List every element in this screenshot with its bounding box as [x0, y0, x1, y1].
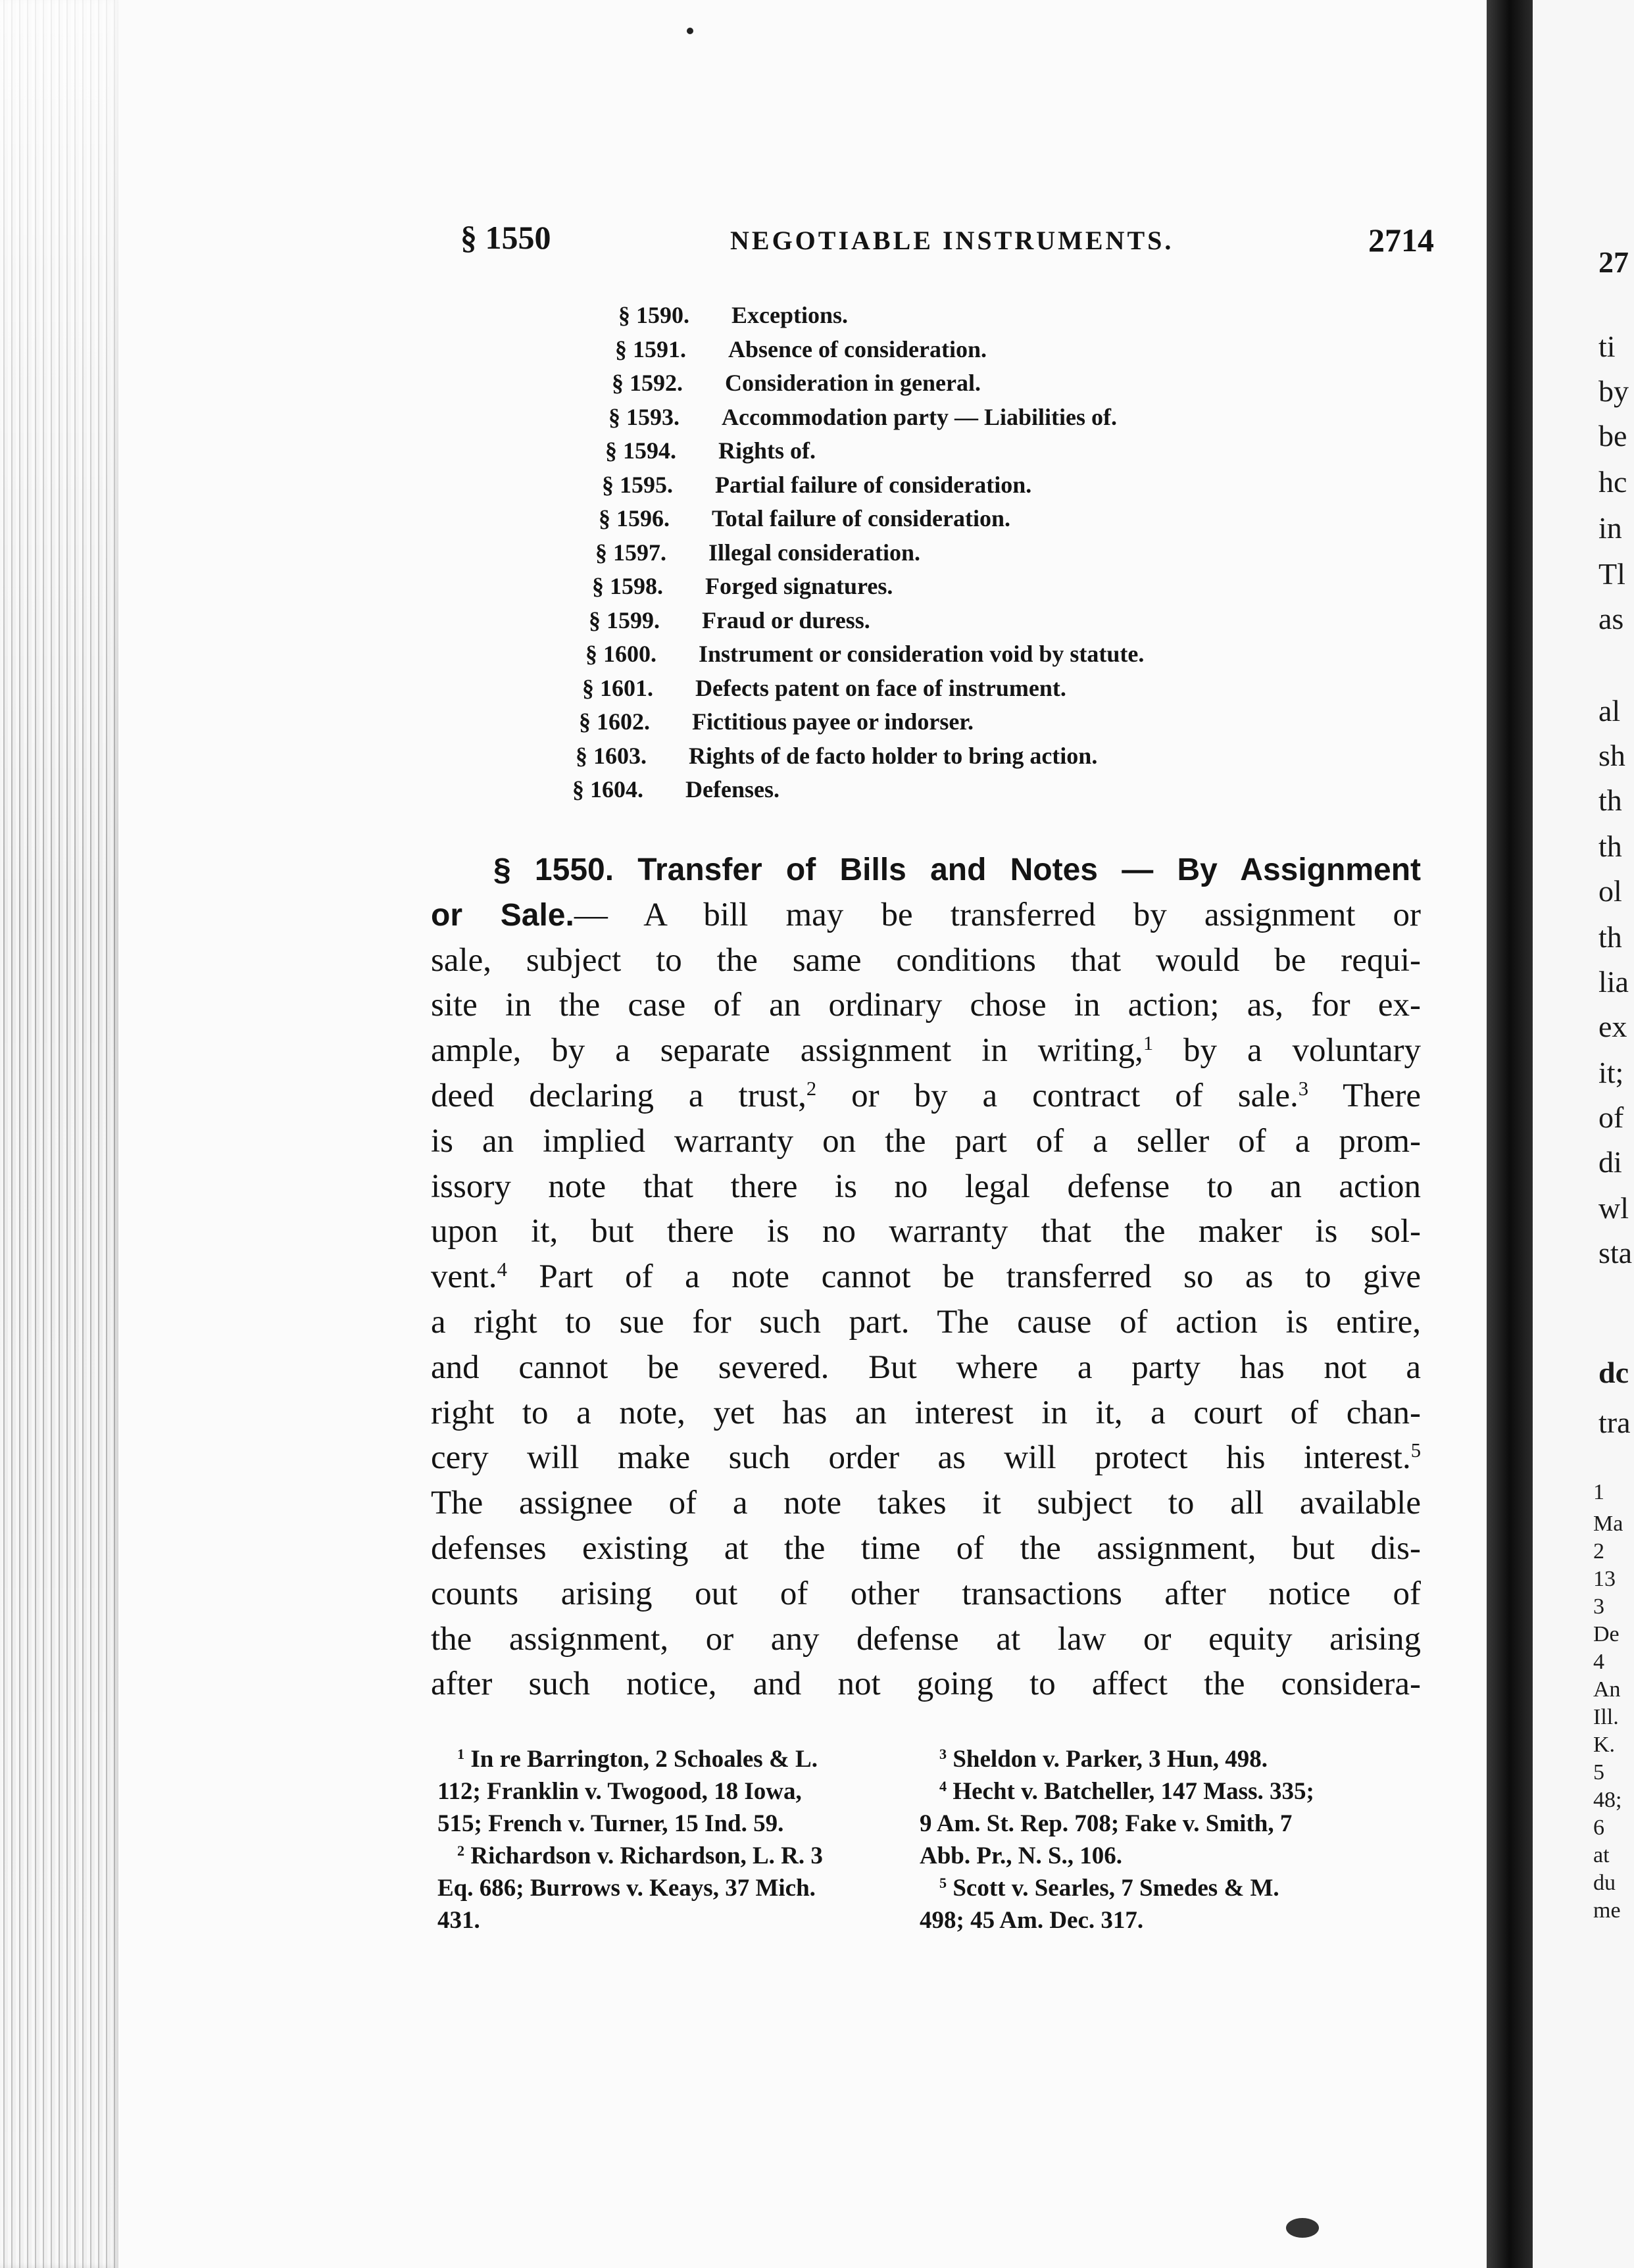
toc-section-title: Accommodation party — Liabilities of.: [722, 403, 1117, 430]
body-line: issory note that there is no legal defense to an action: [431, 1168, 1421, 1205]
facing-page-fragment: as: [1598, 602, 1624, 635]
footnote-mark: 5: [939, 1874, 947, 1891]
footnote-mark: 3: [939, 1745, 947, 1762]
facing-page-fragment: ex: [1598, 1010, 1627, 1043]
facing-page-fragment: ol: [1598, 874, 1622, 908]
facing-page-edge: [1533, 0, 1634, 2268]
footnote-text: Hecht v. Batcheller, 147 Mass. 335;: [953, 1778, 1314, 1805]
toc-section-title: Consideration in general.: [725, 370, 981, 396]
toc-row: [608, 403, 1342, 437]
footnotes-right: [920, 1743, 1423, 1936]
footnote-mark: 4: [939, 1777, 947, 1794]
toc-section-number: § 1593.: [608, 403, 680, 430]
facing-page-fragment: An: [1593, 1677, 1621, 1702]
toc-section-number: § 1594.: [605, 437, 676, 464]
footnote-text: 431.: [437, 1907, 480, 1934]
body-line: defenses existing at the time of the assignment, but dis-: [431, 1529, 1421, 1567]
facing-page-fragment: 48;: [1593, 1788, 1622, 1812]
toc-section-title: Illegal consideration.: [708, 539, 920, 566]
facing-page-fragment: Ma: [1593, 1512, 1623, 1536]
body-line: counts arising out of other transactions after notice of: [431, 1575, 1421, 1612]
section-heading-continued: or Sale.: [431, 897, 574, 933]
facing-page-fragment: be: [1598, 419, 1627, 453]
book-gutter: [1487, 0, 1533, 2268]
footnote-line: [920, 1775, 1423, 1808]
toc-section-title: Fictitious payee or indorser.: [692, 708, 974, 735]
footnote-line: [437, 1904, 898, 1936]
facing-page-fragment: di: [1598, 1145, 1622, 1179]
body-line: right to a note, yet has an interest in it, a court of chan-: [431, 1394, 1421, 1431]
footnote-line: [920, 1808, 1423, 1840]
footnotes-left: [437, 1743, 898, 1936]
body-line: [431, 847, 1421, 893]
toc-row: [589, 606, 1342, 641]
toc-section-title: Partial failure of consideration.: [715, 471, 1032, 498]
running-head: [460, 218, 1434, 264]
toc-section-title: Instrument or consideration void by statute.: [699, 641, 1145, 667]
body-line: site in the case of an ordinary chose in action; as, for ex-: [431, 987, 1421, 1024]
facing-page-fragment: wl: [1598, 1191, 1629, 1225]
toc-section-title: Defenses.: [685, 776, 780, 802]
toc-section-number: § 1601.: [582, 674, 653, 701]
facing-page-fragment: al: [1598, 694, 1621, 727]
footnote-mark: 1: [457, 1745, 465, 1762]
toc-section-title: Defects patent on face of instrument.: [695, 674, 1066, 701]
toc-section-title: Forged signatures.: [705, 573, 893, 599]
facing-page-fragment: th: [1598, 829, 1622, 863]
facing-page-fragment: 2: [1593, 1539, 1604, 1564]
toc-section-number: § 1598.: [592, 573, 663, 599]
toc-row: [582, 674, 1342, 708]
facing-page-fragment: me: [1593, 1898, 1621, 1923]
body-line: sale, subject to the same conditions that would be requi-: [431, 941, 1421, 979]
facing-page-fragment: th: [1598, 920, 1622, 954]
facing-page-fragment: 27: [1598, 245, 1629, 279]
body-line: the assignment, or any defense at law or equity arising: [431, 1620, 1421, 1658]
body-line: is an implied warranty on the part of a seller of a prom-: [431, 1122, 1421, 1160]
facing-page-fragment: Tl: [1598, 557, 1625, 591]
footnote-text: 515; French v. Turner, 15 Ind. 59.: [437, 1810, 784, 1837]
facing-page-fragment: Ill.: [1593, 1705, 1619, 1729]
toc-section-title: Exceptions.: [731, 302, 849, 328]
facing-page-fragment: of: [1598, 1100, 1624, 1134]
body-line: The assignee of a note takes it subject to all available: [431, 1485, 1421, 1522]
facing-page-fragment: th: [1598, 783, 1622, 817]
facing-page-fragment: De: [1593, 1622, 1620, 1646]
footnote-text: 498; 45 Am. Dec. 317.: [920, 1907, 1144, 1934]
facing-page-fragment: du: [1593, 1871, 1616, 1895]
toc-section-number: § 1591.: [615, 335, 686, 362]
facing-page-fragment: sta: [1598, 1236, 1633, 1270]
body-line: and cannot be severed. But where a party has not a: [431, 1348, 1421, 1386]
section-heading: § 1550. Transfer of Bills and Notes — By Assignment: [493, 852, 1421, 887]
footnote-text: Scott v. Searles, 7 Smedes & M.: [953, 1875, 1279, 1902]
facing-page-fragment: in: [1598, 511, 1622, 545]
facing-page-fragment: 1: [1593, 1480, 1604, 1504]
toc-section-number: § 1590.: [618, 302, 689, 328]
facing-page-fragment: ti: [1598, 330, 1616, 363]
toc-row: [599, 505, 1342, 539]
footnote-text: Eq. 686; Burrows v. Keays, 37 Mich.: [437, 1875, 816, 1902]
footnote-text: Sheldon v. Parker, 3 Hun, 498.: [953, 1746, 1268, 1773]
footnote-line: [920, 1904, 1423, 1936]
facing-page-fragment: lia: [1598, 965, 1629, 998]
footnote-line: [437, 1872, 898, 1904]
toc-row: [618, 301, 1342, 335]
footnote-ref: 3: [1298, 1077, 1309, 1100]
toc-section-title: Total failure of consideration.: [712, 505, 1011, 531]
footnote-text: In re Barrington, 2 Schoales & L.: [470, 1746, 818, 1773]
running-head-section: § 1550: [460, 219, 551, 256]
page-edge-stack: [0, 0, 118, 2268]
toc-section-number: § 1597.: [595, 539, 666, 566]
toc-row: [572, 776, 1342, 810]
footnote-ref: 2: [806, 1077, 817, 1100]
footnote-ref: 4: [497, 1258, 507, 1281]
page-number: 2714: [1368, 222, 1434, 259]
footnote-line: [920, 1743, 1423, 1775]
footnote-line: [920, 1872, 1423, 1904]
facing-page-fragment: by: [1598, 374, 1629, 408]
facing-page-fragment: sh: [1598, 739, 1625, 772]
toc-row: [605, 437, 1342, 471]
facing-page-fragment: hc: [1598, 465, 1627, 499]
toc-row: [592, 572, 1342, 606]
toc-row: [576, 742, 1342, 776]
footnote-line: [437, 1840, 898, 1872]
toc-section-number: § 1596.: [599, 505, 670, 531]
facing-page-fragment: tra: [1598, 1406, 1631, 1439]
facing-page-fragment: 4: [1593, 1650, 1604, 1674]
footnote-mark: 2: [457, 1842, 465, 1859]
facing-page-fragment: K.: [1593, 1733, 1616, 1757]
toc-section-number: § 1595.: [602, 471, 673, 498]
toc-section-number: § 1604.: [572, 776, 643, 802]
body-line: vent.$^4$ Part of a note cannot be transferred so as to give: [431, 1258, 1421, 1296]
facing-page-fragment: 5: [1593, 1760, 1604, 1785]
facing-page-fragment: dc: [1598, 1356, 1629, 1389]
toc-section-number: § 1602.: [579, 708, 650, 735]
running-head-title: NEGOTIABLE INSTRUMENTS.: [730, 226, 1174, 255]
facing-page-fragment: 6: [1593, 1815, 1604, 1840]
toc-row: [612, 369, 1342, 403]
facing-page-fragment: at: [1593, 1843, 1610, 1867]
section-body: [431, 847, 1421, 1707]
facing-page-fragment: 3: [1593, 1594, 1604, 1619]
toc-section-number: § 1599.: [589, 606, 660, 633]
toc-section-number: § 1592.: [612, 370, 683, 396]
toc-row: [602, 471, 1342, 505]
ink-speck: [687, 28, 693, 34]
footnote-line: [437, 1808, 898, 1840]
body-line: or Sale.— A bill may be transferred by assignment or: [431, 896, 1421, 933]
footnote-text: Richardson v. Richardson, L. R. 3: [470, 1842, 823, 1869]
toc-section-title: Rights of.: [718, 437, 816, 464]
body-line: cery will make such order as will protect his interest.$^5$: [431, 1439, 1421, 1477]
section-contents-list: [572, 301, 1342, 810]
toc-row: [595, 539, 1342, 573]
toc-row: [615, 335, 1342, 370]
footnote-text: 112; Franklin v. Twogood, 18 Iowa,: [437, 1778, 802, 1805]
facing-page-fragment: it;: [1598, 1056, 1624, 1089]
footnote-line: [920, 1840, 1423, 1872]
footnote-text: Abb. Pr., N. S., 106.: [920, 1842, 1123, 1869]
toc-row: [585, 640, 1342, 674]
body-line: a right to sue for such part. The cause of action is entire,: [431, 1303, 1421, 1341]
toc-section-title: Absence of consideration.: [728, 335, 987, 362]
footnote-line: [437, 1775, 898, 1808]
body-line: after such notice, and not going to affect the considera-: [431, 1665, 1421, 1703]
footnote-text: 9 Am. St. Rep. 708; Fake v. Smith, 7: [920, 1810, 1293, 1837]
toc-section-number: § 1603.: [576, 742, 647, 769]
toc-section-title: Rights of de facto holder to bring action.: [689, 742, 1098, 769]
body-line: ample, by a separate assignment in writing,$^1$ by a voluntary: [431, 1032, 1421, 1070]
footnote-ref: 5: [1410, 1439, 1421, 1462]
toc-section-number: § 1600.: [585, 641, 656, 667]
facing-page-fragment: 13: [1593, 1567, 1616, 1591]
toc-section-title: Fraud or duress.: [702, 606, 870, 633]
ink-smudge: [1286, 2218, 1319, 2238]
toc-row: [579, 708, 1342, 742]
body-line: upon it, but there is no warranty that the maker is sol-: [431, 1213, 1421, 1250]
body-line: deed declaring a trust,$^2$ or by a contract of sale.$^3$ There: [431, 1077, 1421, 1114]
footnote-ref: 1: [1143, 1032, 1154, 1055]
footnote-line: [437, 1743, 898, 1775]
